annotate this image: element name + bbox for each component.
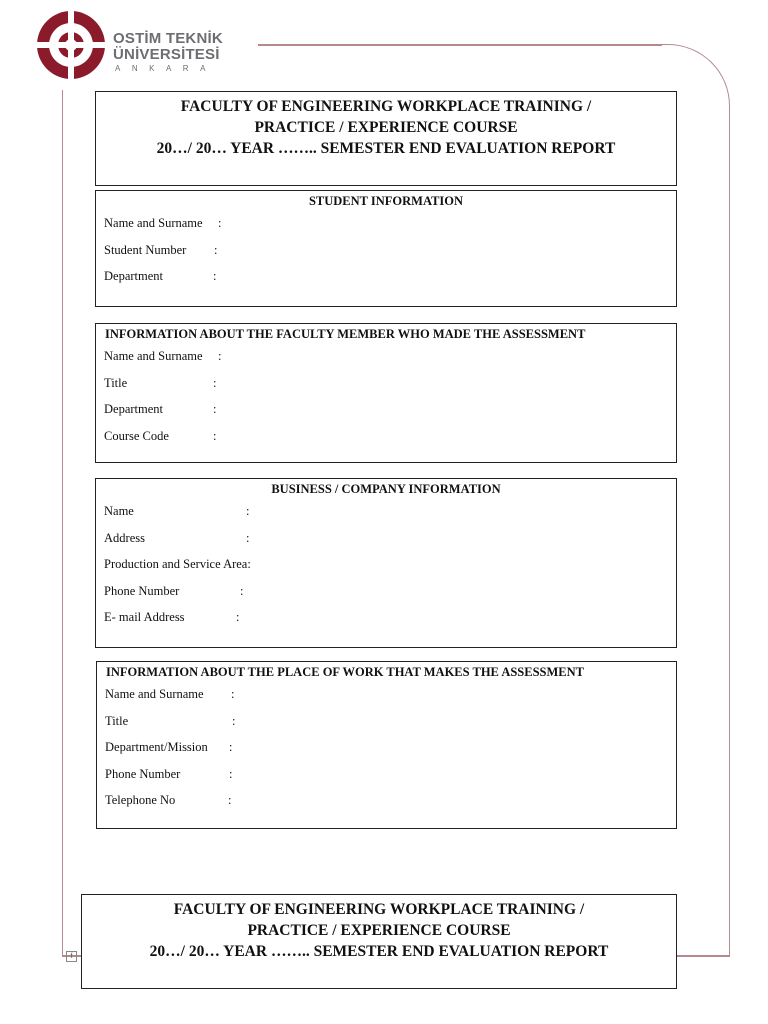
- field-colon: :: [247, 557, 251, 571]
- faculty-info-title: INFORMATION ABOUT THE FACULTY MEMBER WHO MADE THE ASSESSMENT: [105, 327, 586, 341]
- faculty-course-code-field[interactable]: [96, 422, 676, 449]
- next-title-line1: FACULTY OF ENGINEERING WORKPLACE TRAINING /: [173, 901, 585, 918]
- faculty-info-section: [95, 323, 677, 463]
- company-info-section: [95, 478, 677, 648]
- workplace-info-title: INFORMATION ABOUT THE PLACE OF WORK THAT MAKES THE ASSESSMENT: [106, 665, 585, 679]
- company-name-field[interactable]: [96, 497, 676, 524]
- field-label: Name and Surname: [104, 216, 203, 230]
- university-city: ANKARA: [115, 64, 217, 73]
- faculty-name-field[interactable]: [96, 342, 676, 369]
- next-title-line2: PRACTICE / EXPERIENCE COURSE: [247, 922, 511, 939]
- field-label: Student Number: [104, 242, 187, 257]
- workplace-phone-field[interactable]: [97, 760, 676, 787]
- field-label: Name and Surname: [104, 349, 203, 363]
- field-colon: :: [229, 766, 233, 781]
- field-label: Phone Number: [105, 766, 181, 781]
- field-label: Name: [104, 504, 134, 518]
- report-title-line2: PRACTICE / EXPERIENCE COURSE: [254, 119, 518, 136]
- field-colon: :: [231, 687, 235, 701]
- university-name-line2: ÜNİVERSİTESİ: [113, 46, 220, 63]
- student-name-field[interactable]: [96, 209, 676, 236]
- university-emblem-icon: [36, 10, 106, 80]
- field-colon: :: [218, 349, 222, 363]
- field-colon: :: [213, 428, 217, 443]
- company-info-title: BUSINESS / COMPANY INFORMATION: [271, 482, 501, 496]
- field-label: Phone Number: [104, 583, 180, 598]
- report-title-box: [95, 91, 677, 186]
- frame-left-line: [62, 90, 63, 956]
- report-title-line1: FACULTY OF ENGINEERING WORKPLACE TRAINING /: [180, 98, 592, 115]
- field-label: Department: [104, 269, 164, 283]
- workplace-info-section: [96, 661, 677, 829]
- field-label: Name and Surname: [105, 687, 204, 701]
- university-name: [113, 31, 223, 74]
- field-label: Title: [105, 713, 129, 728]
- university-logo: [36, 10, 106, 85]
- company-phone-field[interactable]: [96, 577, 676, 604]
- field-colon: :: [228, 793, 232, 807]
- field-colon: :: [246, 530, 250, 545]
- field-colon: :: [246, 504, 250, 518]
- frame-right-line: [729, 110, 731, 956]
- field-label: Course Code: [104, 428, 169, 443]
- company-production-area-field[interactable]: [96, 550, 676, 577]
- field-colon: :: [218, 216, 222, 230]
- student-number-field[interactable]: [96, 236, 676, 263]
- faculty-title-field[interactable]: [96, 369, 676, 396]
- field-label: Department: [104, 402, 164, 416]
- field-label: Production and Service Area:: [104, 557, 251, 571]
- workplace-department-field[interactable]: [97, 733, 676, 760]
- university-name-line1: OSTİM TEKNİK: [113, 30, 223, 47]
- faculty-department-field[interactable]: [96, 395, 676, 422]
- report-title-line3: 20…/ 20… YEAR …….. SEMESTER END EVALUATION REPORT: [156, 140, 616, 157]
- field-label: Title: [104, 375, 128, 390]
- company-address-field[interactable]: [96, 524, 676, 551]
- next-page-title-box: [81, 894, 677, 989]
- student-department-field[interactable]: [96, 262, 676, 289]
- field-colon: :: [213, 402, 217, 416]
- student-info-title: STUDENT INFORMATION: [308, 194, 464, 208]
- field-colon: :: [213, 375, 217, 390]
- field-colon: :: [213, 269, 217, 283]
- next-title-line3: 20…/ 20… YEAR …….. SEMESTER END EVALUATION REPORT: [149, 943, 609, 960]
- field-label: Department/Mission: [105, 740, 208, 754]
- field-label: Telephone No: [105, 793, 176, 807]
- field-label: Address: [104, 530, 145, 545]
- page-icon: f: [66, 951, 77, 962]
- field-colon: :: [229, 740, 233, 754]
- workplace-telephone-field[interactable]: [97, 786, 676, 813]
- field-colon: :: [232, 713, 236, 728]
- field-colon: :: [214, 242, 218, 257]
- field-colon: :: [236, 610, 240, 624]
- workplace-name-field[interactable]: [97, 680, 676, 707]
- company-email-field[interactable]: [96, 603, 676, 630]
- workplace-title-field[interactable]: [97, 707, 676, 734]
- student-info-section: [95, 190, 677, 307]
- field-colon: :: [240, 583, 244, 598]
- frame-top-line: [258, 44, 662, 46]
- field-label: E- mail Address: [104, 610, 185, 624]
